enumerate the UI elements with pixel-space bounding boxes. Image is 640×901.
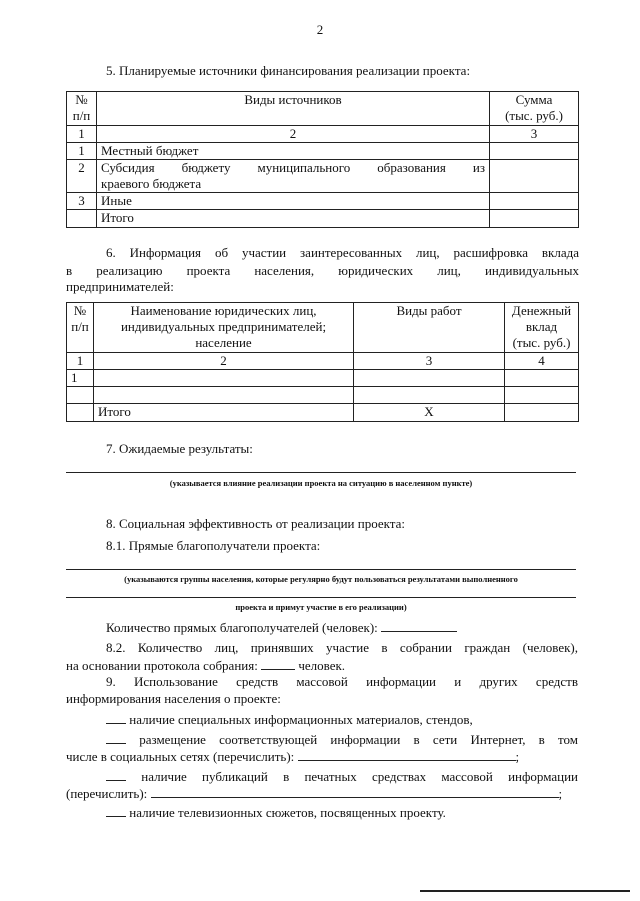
table-total-row: Итого Х bbox=[67, 404, 579, 422]
meeting-count-blank[interactable] bbox=[261, 657, 295, 670]
table-total-row: Итого bbox=[67, 210, 579, 228]
section-6-heading-line1: 6. Информация об участии заинтересованных лиц, расшифровка вклада bbox=[106, 245, 579, 260]
section-6-heading-line2: в реализацию проекта населения, юридических лиц, индивидуальных bbox=[66, 263, 579, 278]
tv-blank[interactable] bbox=[106, 804, 126, 817]
table-index-row: 1 2 3 bbox=[67, 126, 579, 143]
option-tv: наличие телевизионных сюжетов, посвященных проекту. bbox=[106, 804, 578, 821]
section-7-heading: 7. Ожидаемые результаты: bbox=[106, 441, 253, 456]
section-9-line1: 9. Использование средств массовой информации и других средств bbox=[106, 674, 578, 689]
page-number: 2 bbox=[316, 22, 324, 37]
section-8-heading: 8. Социальная эффективность от реализации проекта: bbox=[106, 516, 406, 531]
info-materials-blank[interactable] bbox=[106, 711, 126, 724]
option-print-media-line1: наличие публикаций в печатных средствах массовой информации bbox=[106, 768, 578, 785]
print-media-blank[interactable] bbox=[106, 768, 126, 781]
internet-list-blank[interactable] bbox=[298, 748, 516, 761]
direct-beneficiaries-count: Количество прямых благополучателей (человек): bbox=[106, 619, 576, 636]
section-8-1-blank-line-2[interactable] bbox=[66, 597, 576, 598]
section-9-line2: информирования населения о проекте: bbox=[66, 691, 281, 706]
section-8-1-heading: 8.1. Прямые благополучатели проекта: bbox=[106, 538, 321, 553]
col-header-number: № п/п bbox=[67, 303, 94, 353]
section-8-2-line1: 8.2. Количество лиц, принявших участие в собрании граждан (человек), bbox=[106, 640, 578, 655]
direct-count-blank[interactable] bbox=[381, 619, 457, 632]
table-row: 2 Субсидия бюджету муниципального образования из краевого бюджета bbox=[67, 160, 579, 193]
internet-blank[interactable] bbox=[106, 731, 126, 744]
table-header-row bbox=[67, 303, 579, 353]
table-row bbox=[67, 387, 579, 404]
option-internet-line1: размещение соответствующей информации в сети Интернет, в том bbox=[106, 731, 578, 748]
table-row: 1 bbox=[67, 370, 579, 387]
option-internet-line2: числе в социальных сетях (перечислить): ; bbox=[66, 749, 520, 764]
table-index-row: 1 2 3 4 bbox=[67, 353, 579, 370]
col-header-legal-entities: Наименование юридических лиц, индивидуальных предпринимателей; население bbox=[94, 303, 354, 353]
section-5-heading: 5. Планируемые источники финансирования реализации проекта: bbox=[106, 63, 471, 78]
section-7-caption: (указывается влияние реализации проекта на ситуацию в населенном пункте) bbox=[169, 478, 473, 488]
table-row: 3 Иные bbox=[67, 193, 579, 210]
participants-table bbox=[66, 302, 579, 422]
section-8-1-blank-line[interactable] bbox=[66, 569, 576, 570]
col-header-source-types: Виды источников bbox=[97, 92, 490, 126]
table-row: 1 Местный бюджет bbox=[67, 143, 579, 160]
option-print-media-line2: (перечислить): ; bbox=[66, 786, 563, 801]
section-6-heading-line3: предпринимателей: bbox=[66, 279, 174, 294]
table-header-row bbox=[67, 92, 579, 126]
col-header-cash-contribution: Денежный вклад (тыс. руб.) bbox=[505, 303, 579, 353]
print-media-list-blank[interactable] bbox=[151, 785, 559, 798]
col-header-sum: Сумма (тыс. руб.) bbox=[490, 92, 579, 126]
section-8-1-caption-line2: проекта и примут участие в его реализации) bbox=[235, 602, 407, 612]
bottom-edge-line bbox=[420, 890, 630, 892]
funding-sources-table bbox=[66, 91, 579, 228]
section-8-1-caption-line1: (указываются группы населения, которые регулярно будут пользоваться результатами выполненного bbox=[124, 574, 518, 584]
col-header-work-types: Виды работ bbox=[354, 303, 505, 353]
col-header-number: № п/п bbox=[67, 92, 97, 126]
section-8-2-line2: на основании протокола собрания: человек. bbox=[66, 658, 346, 673]
option-info-materials: наличие специальных информационных материалов, стендов, bbox=[106, 711, 578, 728]
section-7-blank-line[interactable] bbox=[66, 472, 576, 473]
